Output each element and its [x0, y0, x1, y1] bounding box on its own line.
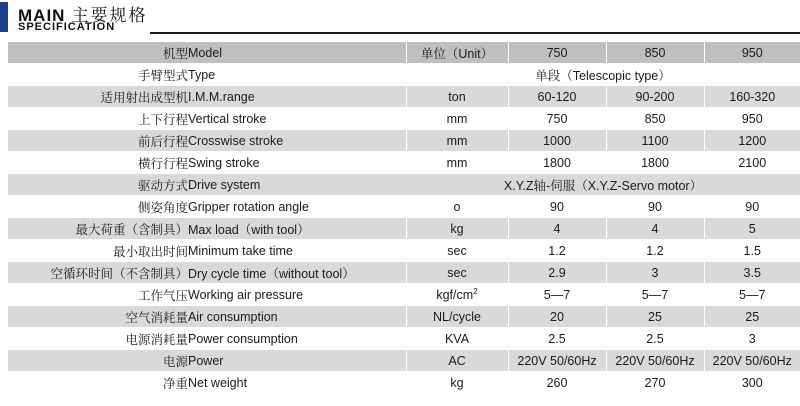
row-value-750: 2.5 [508, 328, 606, 350]
row-value-750: 220V 50/60Hz [508, 350, 606, 372]
row-label-en: Gripper rotation angle [188, 196, 406, 218]
table-row [8, 306, 800, 328]
row-label-cn: 电源消耗量 [8, 328, 188, 350]
table-row [8, 130, 800, 152]
row-label-cn: 最小取出时间 [8, 240, 188, 262]
row-value-950: 2100 [704, 152, 800, 174]
row-label-en: Type [188, 64, 406, 86]
unit-text: mm [446, 133, 468, 148]
unit-text: sec [447, 243, 467, 258]
unit-text: mm [446, 111, 468, 126]
row-value-750: 260 [508, 372, 606, 394]
row-label-cn: 最大荷重（含制具） [8, 218, 188, 240]
table-row [8, 64, 800, 86]
unit-text: kg [450, 375, 464, 390]
header-model-750: 750 [508, 42, 606, 64]
spec-table [8, 42, 800, 394]
row-unit [406, 152, 508, 174]
row-value-850: 90 [606, 196, 704, 218]
row-label-cn: 净重 [8, 372, 188, 394]
row-label-en: I.M.M.range [188, 86, 406, 108]
row-value-950: 1.5 [704, 240, 800, 262]
row-label-en: Power consumption [188, 328, 406, 350]
row-value-850: 1.2 [606, 240, 704, 262]
table-row [8, 328, 800, 350]
row-unit [406, 218, 508, 240]
row-label-cn: 工作气压 [8, 284, 188, 306]
row-value-950: 160-320 [704, 86, 800, 108]
table-row [8, 152, 800, 174]
row-unit [406, 284, 508, 306]
row-unit [406, 372, 508, 394]
row-value-750: 1000 [508, 130, 606, 152]
table-row [8, 108, 800, 130]
row-value-750: 1.2 [508, 240, 606, 262]
row-label-en: Minimum take time [188, 240, 406, 262]
row-label-cn: 空气消耗量 [8, 306, 188, 328]
row-label-cn: 适用射出成型机 [8, 86, 188, 108]
row-value-950: 220V 50/60Hz [704, 350, 800, 372]
title-en: MAIN [18, 6, 66, 25]
row-label-cn: 手臂型式 [8, 64, 188, 86]
row-label-en: Max load（with tool） [188, 218, 406, 240]
row-label-cn: 空循环时间（不含制具） [8, 262, 188, 284]
unit-text: o [453, 199, 461, 214]
row-value-850: 90-200 [606, 86, 704, 108]
row-unit [406, 328, 508, 350]
row-value-850: 270 [606, 372, 704, 394]
row-value-950: 950 [704, 108, 800, 130]
row-value-750: 20 [508, 306, 606, 328]
row-value-850: 25 [606, 306, 704, 328]
row-unit [406, 108, 508, 130]
table-row [8, 240, 800, 262]
header-model-850: 850 [606, 42, 704, 64]
header-unit: 单位（Unit） [406, 42, 508, 64]
row-value-950: 300 [704, 372, 800, 394]
row-label-cn: 驱动方式 [8, 174, 188, 196]
row-value-750: 1800 [508, 152, 606, 174]
row-value-950: 5—7 [704, 284, 800, 306]
row-unit [406, 196, 508, 218]
row-value-850: 4 [606, 218, 704, 240]
table-row [8, 262, 800, 284]
row-value-850: 2.5 [606, 328, 704, 350]
row-merged-value: X.Y.Z轴-伺服（X.Y.Z-Servo motor） [406, 174, 800, 196]
header-en: Model [188, 42, 406, 64]
table-row [8, 284, 800, 306]
unit-text: kgf/cm [436, 287, 474, 302]
row-value-850: 220V 50/60Hz [606, 350, 704, 372]
unit-text: AC [448, 353, 466, 368]
table-row [8, 218, 800, 240]
row-value-950: 5 [704, 218, 800, 240]
row-value-750: 2.9 [508, 262, 606, 284]
row-label-en: Working air pressure [188, 284, 406, 306]
row-value-750: 4 [508, 218, 606, 240]
table-row [8, 196, 800, 218]
title-underline [150, 32, 800, 34]
header-cn: 机型 [8, 42, 188, 64]
row-label-en: Air consumption [188, 306, 406, 328]
row-label-cn: 横行行程 [8, 152, 188, 174]
unit-superscript: 2 [473, 286, 478, 296]
row-label-cn: 侧姿角度 [8, 196, 188, 218]
accent-bar [0, 2, 8, 32]
row-value-850: 850 [606, 108, 704, 130]
row-value-950: 3.5 [704, 262, 800, 284]
table-row [8, 86, 800, 108]
table-row [8, 350, 800, 372]
unit-text: mm [446, 155, 468, 170]
row-label-cn: 前后行程 [8, 130, 188, 152]
row-value-750: 5—7 [508, 284, 606, 306]
row-label-en: Net weight [188, 372, 406, 394]
row-value-850: 1800 [606, 152, 704, 174]
unit-text: NL/cycle [433, 309, 481, 324]
row-merged-value: 单段（Telescopic type） [406, 64, 800, 86]
row-label-cn: 上下行程 [8, 108, 188, 130]
row-label-en: Vertical stroke [188, 108, 406, 130]
row-value-750: 750 [508, 108, 606, 130]
unit-text: KVA [444, 331, 470, 346]
row-value-850: 5—7 [606, 284, 704, 306]
unit-text: sec [447, 265, 467, 280]
row-label-en: Crosswise stroke [188, 130, 406, 152]
row-unit [406, 240, 508, 262]
table-header-row [8, 42, 800, 64]
row-unit [406, 350, 508, 372]
table-row [8, 174, 800, 196]
row-value-950: 25 [704, 306, 800, 328]
row-value-950: 3 [704, 328, 800, 350]
row-unit [406, 86, 508, 108]
page-header [0, 0, 800, 40]
row-value-850: 1100 [606, 130, 704, 152]
row-value-950: 90 [704, 196, 800, 218]
row-value-950: 1200 [704, 130, 800, 152]
unit-text: kg [450, 221, 464, 236]
row-value-850: 3 [606, 262, 704, 284]
row-unit [406, 306, 508, 328]
row-label-en: Drive system [188, 174, 406, 196]
unit-text: ton [448, 89, 466, 104]
row-label-en: Swing stroke [188, 152, 406, 174]
row-unit [406, 262, 508, 284]
row-unit [406, 130, 508, 152]
row-label-cn: 电源 [8, 350, 188, 372]
row-value-750: 60-120 [508, 86, 606, 108]
header-model-950: 950 [704, 42, 800, 64]
title-cn: 主要规格 [71, 6, 148, 25]
row-label-en: Power [188, 350, 406, 372]
page-subtitle: SPECIFICATION [18, 21, 116, 33]
row-value-750: 90 [508, 196, 606, 218]
table-row [8, 372, 800, 394]
row-label-en: Dry cycle time（without tool） [188, 262, 406, 284]
